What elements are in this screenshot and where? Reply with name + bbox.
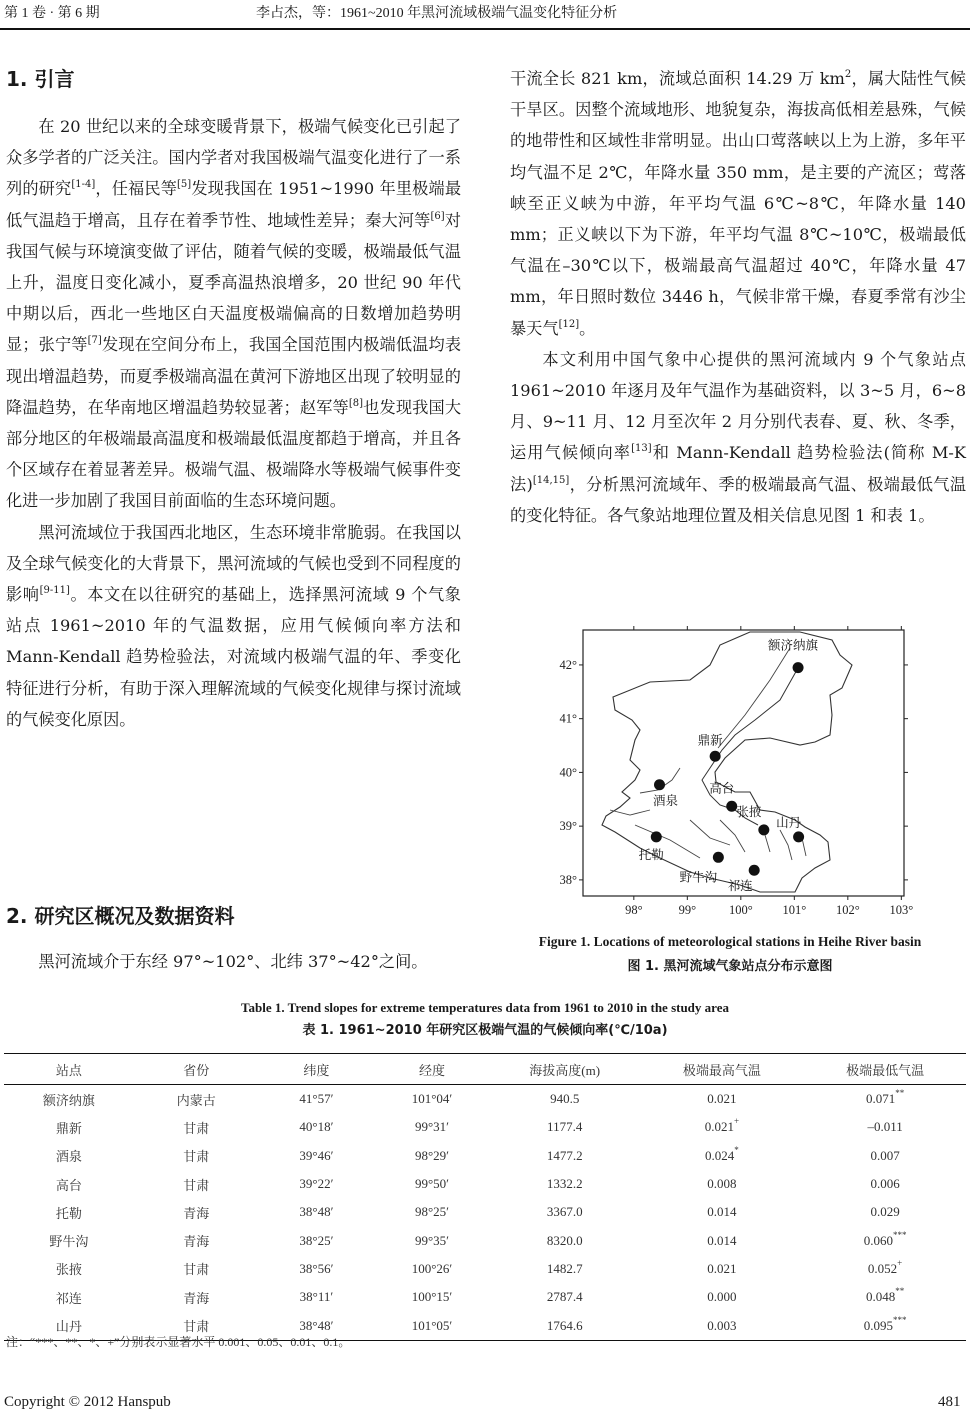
station-cell: 张掖 — [55, 1262, 82, 1278]
longitude-cell: 99°35′ — [414, 1232, 449, 1248]
citation: [6] — [430, 210, 445, 222]
altitude-cell: 940.5 — [550, 1091, 580, 1107]
station-marker — [654, 779, 665, 790]
lat-tick-label: 38° — [559, 872, 577, 887]
intro-paragraph-1: 在 20 世纪以来的全球变暖背景下，极端气候变化已引起了众多学者的广泛关注。国内学者对我国极端气温变化进行了一系列的研究[1-4]，任福民等[5]发现我国在 1951~1990 年里极端最低气温趋于增高，且存在着季节性、地域性差异；秦大河等[6]对我国气候与环境演变做了评估，随着气候的变暖，极端最低气温上升，温度日变化减小，夏季高温热浪增多，20 世纪 90 年代中期以后，西北一些地区白天温度极端偏高的日数增加趋势明显；张宁等[7]发现在空间分布上，我国全国范围内极端低温均表现出增温趋势，而夏季极端高温在黄河下游地区出现了较明显的降温趋势，在华南地区增温趋势较显著；赵军等[8]也发现我国大部分地区的年极端最高温度和极端最低温度都趋于增高，并且各个区域存在着显著差异。极端气温、极端降水等极端气候事件变化进一步加剧了我国目前面临的生态环境问题。 — [6, 117, 462, 511]
study-area-paragraph-cont: 干流全长 821 km，流域总面积 14.29 万 $km^2$，属大陆性气候干旱区。因整个流域地形、地貌复杂，海拔高低相差悬殊，气候的地带性和区域性非常明显。出山口莺落峡以上为上游，多年平均气温不足 2℃，年降水量 350 mm，是主要的产流区；莺落峡至正义峡为中游，年平均气温 6℃~8℃，年降水量 140 mm；正义峡以下为下游，年平均气温 8℃~10℃，极端最低气温在–30℃以下，极端最高气温超过 40℃，年降水量 47 mm，年日照时数位 3446 h，气候非常干燥，春夏季常有沙尘暴天气[12]。 — [510, 69, 966, 338]
altitude-cell: 1477.2 — [546, 1147, 583, 1163]
copyright: Copyright © 2012 Hanspub — [4, 1394, 171, 1410]
longitude-cell: 99°50′ — [414, 1176, 449, 1192]
lon-tick-label: 102° — [835, 903, 860, 917]
citation: [5] — [177, 179, 192, 191]
significance-mark: ** — [895, 1286, 905, 1297]
col-province: 省份 — [134, 1054, 259, 1085]
latitude-cell: 39°22′ — [299, 1176, 334, 1192]
lat-tick-label: 42° — [559, 657, 577, 672]
lon-tick-label: 100° — [728, 903, 753, 917]
latitude-cell: 41°57′ — [299, 1091, 334, 1107]
altitude-cell: 1482.7 — [546, 1260, 583, 1276]
station-label: 额济纳旗 — [768, 637, 819, 653]
tmin-cell: 0.007 — [870, 1147, 900, 1163]
station-cell: 托勒 — [55, 1205, 82, 1221]
province-cell: 青海 — [183, 1290, 210, 1306]
station-label: 酒泉 — [652, 792, 679, 808]
tmin-cell: 0.029 — [870, 1204, 900, 1220]
col-longitude: 经度 — [374, 1054, 490, 1085]
figure-1-map — [540, 620, 930, 920]
station-label: 祁连 — [727, 878, 753, 894]
province-cell: 内蒙古 — [176, 1092, 216, 1108]
table-1 — [4, 1053, 966, 1341]
station-label: 野牛沟 — [679, 869, 718, 885]
station-cell: 祁连 — [55, 1290, 82, 1306]
station-label: 托勒 — [638, 846, 664, 862]
station-marker — [710, 751, 721, 762]
table-row — [4, 1226, 966, 1254]
altitude-cell: 1177.4 — [547, 1119, 583, 1135]
latitude-cell: 38°11′ — [299, 1289, 334, 1305]
significance-mark: * — [734, 1144, 739, 1155]
lat-tick-label: 40° — [559, 765, 577, 780]
lat-tick-label: 39° — [559, 819, 577, 834]
province-cell: 甘肃 — [183, 1120, 210, 1136]
lon-tick-label: 98° — [625, 903, 643, 917]
longitude-cell: 98°29′ — [414, 1147, 449, 1163]
tmax-cell: 0.000 — [707, 1289, 737, 1305]
figure-caption-zh: 图 1. 黑河流域气象站点分布示意图 — [627, 959, 833, 974]
tmax-cell: 0.021 — [707, 1091, 737, 1107]
running-header — [0, 0, 970, 30]
tmax-cell: 0.008 — [707, 1176, 737, 1192]
altitude-cell: 2787.4 — [546, 1289, 583, 1305]
station-cell: 野牛沟 — [49, 1234, 89, 1250]
table-row — [4, 1113, 966, 1141]
station-marker — [713, 852, 724, 863]
station-cell: 酒泉 — [55, 1149, 82, 1165]
table-row — [4, 1142, 966, 1170]
province-cell: 甘肃 — [134, 1311, 259, 1340]
section-1-heading: 1. 引言 — [6, 67, 75, 91]
data-paragraph: 本文利用中国气象中心提供的黑河流域内 9 个气象站点 1961~2010 年逐月及年气温作为基础资料，以 3~5 月，6~8 月、9~11 月、12 月至次年 2 月分别代表春、夏、秋、冬季，运用气候倾向率[13]和 Mann-Kendall 趋势检验法(简称 M-K 法)[14,15]，分析黑河流域年、季的极端最高气温、极端最低气温的变化特征。各气象站地理位置及相关信息见图 1 和表 1。 — [510, 349, 967, 525]
tmin-cell: 0.006 — [870, 1176, 900, 1192]
table-header-row — [4, 1054, 966, 1085]
station-cell: 高台 — [55, 1177, 82, 1193]
altitude-cell: 8320.0 — [546, 1232, 583, 1248]
citation: [7] — [87, 335, 102, 347]
citation: [14,15] — [532, 474, 570, 486]
longitude-cell: 100°26′ — [411, 1260, 453, 1276]
longitude-cell: 101°05′ — [374, 1311, 490, 1340]
province-cell: 甘肃 — [183, 1177, 210, 1193]
tmin-cell: 0.071** — [865, 1088, 905, 1107]
tmax-cell: 0.014 — [707, 1232, 737, 1248]
table-caption-en: Table 1. Trend slopes for extreme temperatures data from 1961 to 2010 in the study area — [241, 1000, 729, 1015]
longitude-cell: 98°25′ — [414, 1204, 449, 1220]
latitude-cell: 38°48′ — [299, 1204, 334, 1220]
study-area-paragraph-start: 黑河流域介于东经 97°~102°、北纬 37°~42°之间。 — [38, 952, 428, 971]
station-label: 高台 — [709, 780, 735, 796]
latitude-cell: 38°56′ — [299, 1260, 334, 1276]
col-station: 站点 — [4, 1054, 134, 1085]
left-column — [6, 111, 461, 735]
province-cell: 青海 — [183, 1205, 210, 1221]
tmin-cell: 0.060*** — [863, 1229, 907, 1248]
col-tmin: 极端最低气温 — [804, 1054, 966, 1085]
latitude-cell: 39°46′ — [299, 1147, 334, 1163]
station-marker — [793, 662, 804, 673]
table-row — [4, 1085, 966, 1114]
station-label: 山丹 — [776, 814, 802, 830]
citation: [8] — [348, 397, 364, 409]
tmin-cell: –0.011 — [867, 1119, 903, 1135]
citation: [12] — [558, 318, 580, 330]
intro-paragraph-2: 黑河流域位于我国西北地区，生态环境非常脆弱。在我国以及全球气候变化的大背景下，黑河流域的气候也受到不同程度的影响[9-11]。本文在以往研究的基础上，选择黑河流域 9 个气象站点 1961~2010 年的气温数据，应用气候倾向率方法和 Mann-Kendall 趋势检验法，对流域内极端气温的年、季变化特征进行分析，有助于深入理解流域的气候变化规律与探讨流域的气候变化原因。 — [6, 522, 461, 729]
table-caption-zh: 表 1. 1961~2010 年研究区极端气温的气候倾向率(℃/10a) — [302, 1023, 668, 1038]
longitude-cell: 101°04′ — [411, 1091, 453, 1107]
page-number: 481 — [938, 1394, 961, 1410]
significance-mark: + — [733, 1116, 740, 1127]
volume-issue: 第 1 卷 · 第 6 期 — [4, 6, 100, 21]
tmax-cell: 0.024* — [705, 1144, 739, 1163]
province-cell: 甘肃 — [183, 1149, 210, 1165]
running-title: 李占杰，等：1961~2010 年黑河流域极端气温变化特征分析 — [256, 6, 618, 21]
col-altitude: 海拔高度(m) — [490, 1054, 640, 1085]
tmax-cell: 0.014 — [707, 1204, 737, 1220]
citation: [9-11] — [39, 585, 70, 597]
figure-caption-en: Figure 1. Locations of meteorological stations in Heihe River basin — [538, 934, 922, 949]
table-row — [4, 1283, 966, 1311]
table-row — [4, 1255, 966, 1283]
col-tmax: 极端最高气温 — [640, 1054, 805, 1085]
tmax-cell: 0.021+ — [704, 1116, 740, 1135]
significance-mark: *** — [892, 1314, 907, 1325]
section-2-heading: 2. 研究区概况及数据资料 — [6, 904, 235, 928]
tmin-cell: 0.052+ — [867, 1257, 903, 1276]
altitude-cell: 1332.2 — [546, 1176, 583, 1192]
lon-tick-label: 101° — [782, 903, 807, 917]
right-column — [510, 63, 966, 531]
citation: 2 — [844, 69, 852, 80]
table-body — [4, 1085, 966, 1341]
tmin-cell: 0.095*** — [804, 1311, 966, 1340]
station-label: 鼎新 — [697, 732, 723, 748]
altitude-cell: 3367.0 — [546, 1204, 583, 1220]
lat-tick-label: 41° — [559, 711, 577, 726]
province-cell: 青海 — [183, 1234, 210, 1250]
table-row — [4, 1170, 966, 1198]
trend-table — [4, 1053, 966, 1341]
significance-mark: + — [897, 1257, 903, 1268]
table-note: 注：“***、**、*、+”分别表示显著水平 0.001、0.05、0.01、0.1。 — [6, 1335, 351, 1349]
citation: [13] — [631, 443, 652, 455]
lon-tick-label: 99° — [678, 903, 697, 917]
significance-mark: ** — [895, 1088, 905, 1099]
latitude-cell: 40°18′ — [299, 1119, 334, 1135]
province-cell: 甘肃 — [183, 1262, 210, 1278]
section-2-para-start — [6, 946, 461, 977]
altitude-cell: 1764.6 — [490, 1311, 640, 1340]
significance-mark: *** — [892, 1229, 907, 1240]
citation: [1-4] — [71, 179, 96, 191]
station-cell: 鼎新 — [55, 1120, 82, 1136]
tmin-cell: 0.048** — [865, 1286, 905, 1305]
latitude-cell: 38°48′ — [259, 1311, 374, 1340]
col-latitude: 纬度 — [259, 1054, 374, 1085]
station-marker — [758, 824, 769, 835]
longitude-cell: 99°31′ — [414, 1119, 449, 1135]
station-cell: 额济纳旗 — [42, 1092, 95, 1108]
station-cell: 山丹 — [4, 1311, 134, 1340]
table-row — [4, 1198, 966, 1226]
latitude-cell: 38°25′ — [299, 1232, 334, 1248]
lon-tick-label: 103° — [889, 903, 914, 917]
station-marker — [749, 865, 760, 876]
tmax-cell: 0.003 — [640, 1311, 805, 1340]
station-marker — [793, 831, 804, 842]
longitude-cell: 100°15′ — [411, 1289, 453, 1305]
map-frame — [583, 630, 904, 896]
station-label: 张掖 — [736, 803, 762, 819]
tmax-cell: 0.021 — [707, 1260, 737, 1276]
station-marker — [651, 831, 662, 842]
